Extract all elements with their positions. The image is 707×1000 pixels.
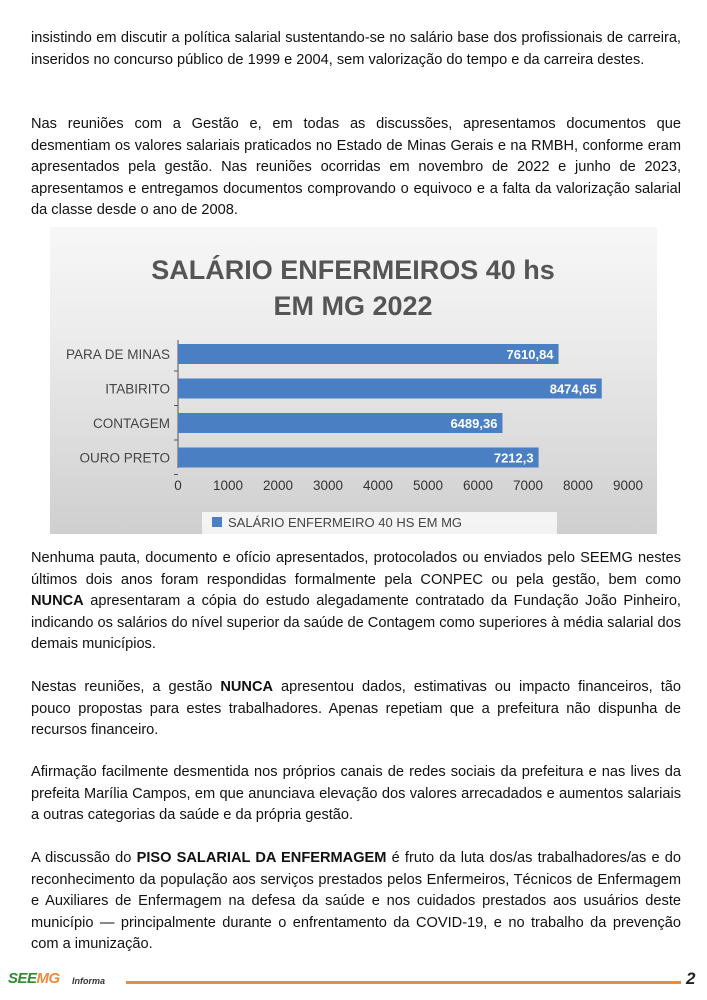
- x-tick-label: 6000: [462, 478, 494, 493]
- paragraph-5: Afirmação facilmente desmentida nos próprios canais de redes sociais da prefeitura e nas lives da prefeita Marília Campos, em que anunciava elevação dos valores arrecadados e aumentos salariais a outras categorias da saúde e da própria gestão.: [31, 764, 681, 823]
- bar-value-label: 8474,65: [549, 381, 597, 397]
- bar-value-label: 6489,36: [450, 416, 498, 431]
- logo-text-mg: MG: [36, 970, 60, 987]
- legend-swatch: [212, 517, 222, 527]
- category-label: ITABIRITO: [105, 381, 170, 397]
- category-label: PARA DE MINAS: [65, 347, 170, 362]
- x-tick-label: 5000: [412, 478, 444, 493]
- x-tick-label: 8000: [562, 478, 594, 493]
- paragraph-6: [31, 848, 681, 956]
- category-label: CONTAGEM: [93, 416, 170, 431]
- x-tick-label: 4000: [362, 478, 394, 493]
- chart-title-line1: SALÁRIO ENFERMEIROS 40 hs: [151, 255, 555, 285]
- category-label: OURO PRETO: [79, 450, 170, 466]
- salary-chart: [50, 227, 657, 534]
- paragraph-6-text-a: A discussão do: [31, 850, 137, 866]
- paragraph-4-text-a: Nestas reuniões, a gestão: [31, 679, 221, 695]
- paragraph-2: Nas reuniões com a Gestão e, em todas as discussões, apresentamos documentos que desmentiam os valores salariais praticados no Estado de Minas Gerais e na RMBH, conforme eram apresentados pela gestão. Nas reuniões ocorridas em novembro de 2022 e junho de 2023, apresentamos e entregamos documentos comprovando o equivoco e a falta da valorização salarial da classe desde o ano de 2008.: [31, 116, 681, 218]
- legend-label: SALÁRIO ENFERMEIRO 40 HS EM MG: [228, 515, 463, 530]
- bar-itabirito: [178, 379, 602, 399]
- x-tick-label: 9000: [612, 478, 644, 493]
- salary-chart-svg: [50, 227, 657, 534]
- paragraph-1: insistindo em discutir a política salarial sustentando-se no salário base dos profissionais de carreira, inseridos no concurso público de 1999 e 2004, sem valorização do tempo e da carreira destes.: [31, 30, 681, 68]
- paragraph-4-text-c: apresentou dados, estimativas ou impacto financeiros, tão pouco propostas para estes trabalhadores. Apenas repetiam que a prefeitura não dispunha de recursos financeiro.: [31, 679, 681, 738]
- paragraph-6-text-c: é fruto da luta dos/as trabalhadores/as e do reconhecimento da população aos serviços prestados pelos Enfermeiros, Técnicos de Enfermagem e Auxiliares de Enfermagem na defesa da saúde e nos cuidados prestados aos usuários deste município — principalmente durante o enfrentamento da COVID-19, e no trabalho da prevenção com a imunização.: [31, 850, 682, 952]
- bar-value-label: 7610,84: [506, 347, 554, 362]
- page-number: 2: [686, 969, 696, 988]
- bar-para-de-minas: [178, 344, 559, 364]
- logo-text-see: SEE: [8, 970, 37, 987]
- chart-title-line2: EM MG 2022: [273, 291, 433, 321]
- x-tick-label: 2000: [262, 478, 294, 493]
- paragraph-3-emphasis: NUNCA: [31, 593, 84, 609]
- x-tick-label: 3000: [312, 478, 344, 493]
- paragraph-4: [31, 677, 681, 742]
- paragraph-3-text-a: Nenhuma pauta, documento e ofício apresentados, protocolados ou enviados pelo SEEMG nestes últimos dois anos foram respondidas formalmente pela CONPEC ou pela gestão, bem como: [31, 550, 681, 588]
- paragraph-3-text-c: apresentaram a cópia do estudo alegadamente contratado da Fundação João Pinheiro, indicando os salários do nível superior da saúde de Contagem como superiores à média salarial dos demais municípios.: [31, 593, 681, 652]
- seemg-logo: [8, 970, 60, 987]
- footer-divider: [126, 981, 681, 984]
- chart-x-ticks: [174, 478, 643, 493]
- paragraph-3: [31, 548, 681, 656]
- x-tick-label: 1000: [212, 478, 244, 493]
- x-tick-label: 7000: [512, 478, 544, 493]
- paragraph-4-emphasis: NUNCA: [220, 679, 274, 695]
- chart-bars: [66, 344, 602, 475]
- paragraph-6-emphasis: PISO SALARIAL DA ENFERMAGEM: [136, 850, 387, 866]
- logo-subtitle: Informa: [72, 976, 106, 986]
- x-tick-label: 0: [174, 478, 182, 493]
- bar-ouro-preto: [178, 448, 539, 468]
- chart-legend: [202, 512, 557, 534]
- bar-value-label: 7212,3: [493, 450, 534, 466]
